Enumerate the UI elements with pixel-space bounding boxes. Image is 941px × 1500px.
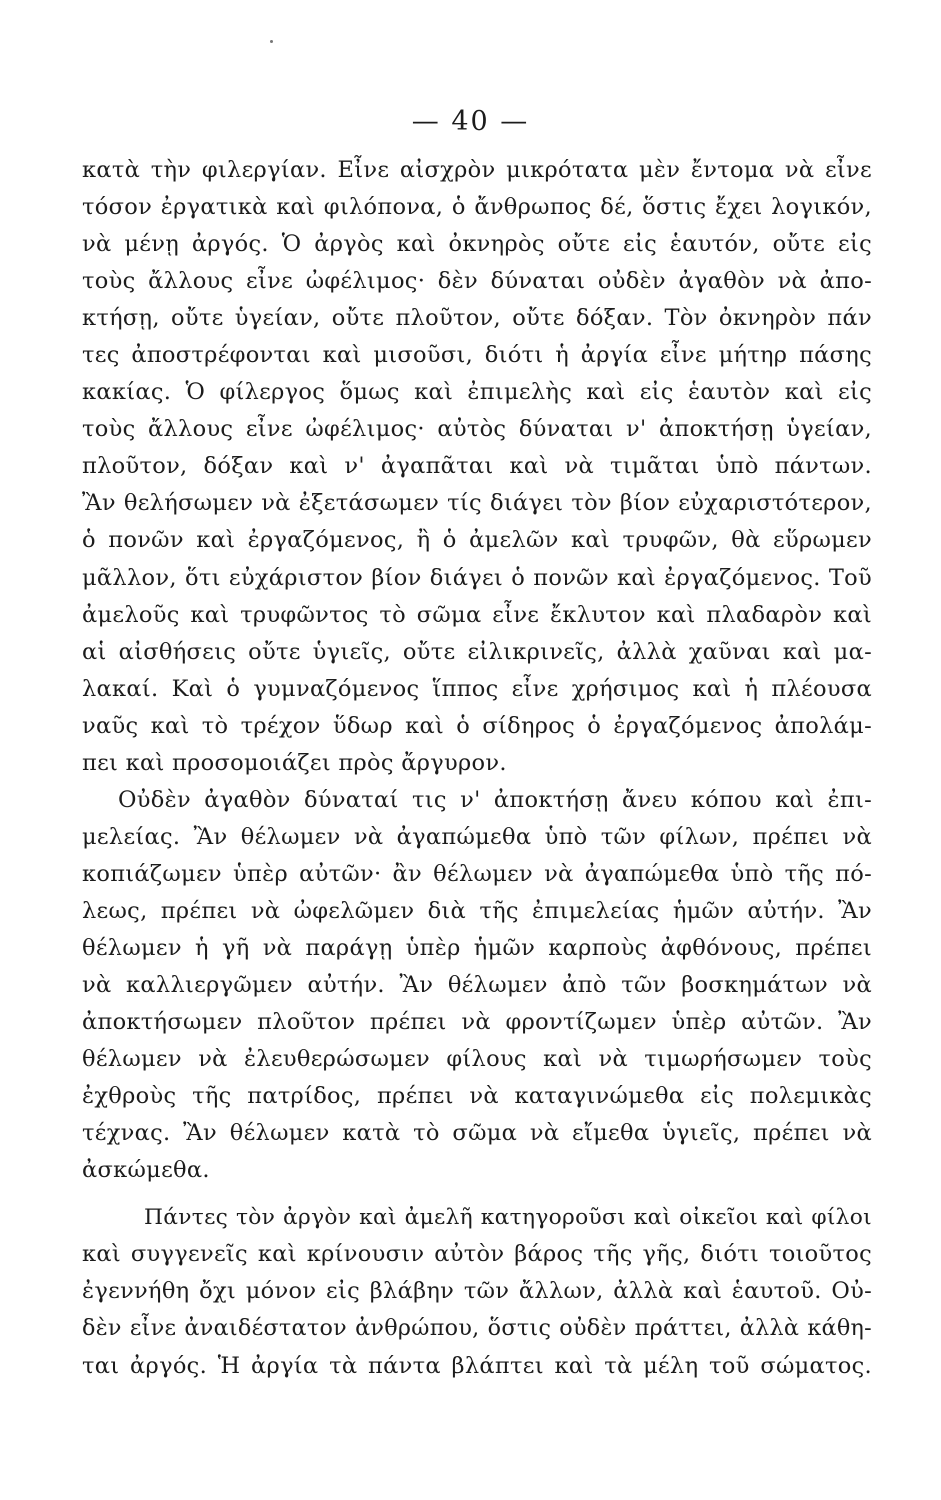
text-line: πλοῦτον, δόξαν καὶ ν' ἀγαπᾶται καὶ νὰ τιμᾶται ὑπὸ πάντων. xyxy=(82,453,872,480)
print-speck xyxy=(270,40,273,43)
text-line: πει καὶ προσομοιάζει πρὸς ἄργυρον. xyxy=(82,749,507,776)
body-text xyxy=(82,152,872,1385)
text-line: Ἂν θελήσωμεν νὰ ἐξετάσωμεν τίς διάγει τὸν βίον εὐχαριστότερον, xyxy=(82,490,872,517)
text-line: Πάντες τὸν ἀργὸν καὶ ἀμελῆ κατηγοροῦσι καὶ οἰκεῖοι καὶ φίλοι xyxy=(144,1205,872,1231)
text-line: ἀσκώμεθα. xyxy=(82,1157,210,1184)
text-line: κοπιάζωμεν ὑπὲρ αὐτῶν· ἂν θέλωμεν νὰ ἀγαπώμεθα ὑπὸ τῆς πό- xyxy=(82,860,872,887)
text-line: νὰ μένῃ ἀργός. Ὁ ἀργὸς καὶ ὀκνηρὸς οὔτε εἰς ἑαυτόν, οὔτε εἰς xyxy=(82,231,872,258)
text-line: Οὐδὲν ἀγαθὸν δύναταί τις ν' ἀποκτήσῃ ἄνευ κόπου καὶ ἐπι- xyxy=(118,786,872,813)
text-line: κατὰ τὴν φιλεργίαν. Εἶνε αἰσχρὸν μικρότατα μὲν ἔντομα νὰ εἶνε xyxy=(82,157,872,183)
paragraph xyxy=(82,782,872,1190)
text-line: αἱ αἰσθήσεις οὔτε ὑγιεῖς, οὔτε εἰλικρινεῖς, ἀλλὰ χαῦναι καὶ μα- xyxy=(82,638,872,665)
text-line: θέλωμεν νὰ ἐλευθερώσωμεν φίλους καὶ νὰ τιμωρήσωμεν τοὺς xyxy=(82,1046,872,1073)
page-number: — 40 — xyxy=(411,106,530,137)
text-line: τοὺς ἄλλους εἶνε ὠφέλιμος· δὲν δύναται οὐδὲν ἀγαθὸν νὰ ἀπο- xyxy=(82,268,872,295)
text-line: καὶ συγγενεῖς καὶ κρίνουσιν αὐτὸν βάρος τῆς γῆς, διότι τοιοῦτος xyxy=(82,1241,872,1268)
text-line: νὰ καλλιεργῶμεν αὐτήν. Ἂν θέλωμεν ἀπὸ τῶν βοσκημάτων νὰ xyxy=(82,972,872,999)
text-line: μελείας. Ἂν θέλωμεν νὰ ἀγαπώμεθα ὑπὸ τῶν φίλων, πρέπει νὰ xyxy=(82,823,872,850)
paragraph xyxy=(82,1199,872,1384)
text-line: ναῦς καὶ τὸ τρέχον ὕδωρ καὶ ὁ σίδηρος ὁ ἐργαζόμενος ἀπολάμ- xyxy=(82,712,872,739)
text-line: ἀποκτήσωμεν πλοῦτον πρέπει νὰ φροντίζωμεν ὑπὲρ αὐτῶν. Ἂν xyxy=(82,1009,872,1036)
text-line: λακαί. Καὶ ὁ γυμναζόμενος ἵππος εἶνε χρήσιμος καὶ ἡ πλέουσα xyxy=(82,675,872,702)
text-line: τέχνας. Ἂν θέλωμεν κατὰ τὸ σῶμα νὰ εἴμεθα ὑγιεῖς, πρέπει νὰ xyxy=(82,1120,872,1147)
paragraph-gap xyxy=(82,1189,872,1199)
text-line: τοὺς ἄλλους εἶνε ὠφέλιμος· αὐτὸς δύναται ν' ἀποκτήσῃ ὑγείαν, xyxy=(82,416,872,443)
text-line: ἐγεννήθη ὄχι μόνον εἰς βλάβην τῶν ἄλλων, ἀλλὰ καὶ ἑαυτοῦ. Οὐ- xyxy=(82,1278,872,1305)
text-line: τες ἀποστρέφονται καὶ μισοῦσι, διότι ἡ ἀργία εἶνε μήτηρ πάσης xyxy=(82,342,872,369)
text-line: κακίας. Ὁ φίλεργος ὅμως καὶ ἐπιμελὴς καὶ εἰς ἑαυτὸν καὶ εἰς xyxy=(82,379,872,406)
paragraph xyxy=(82,152,872,782)
text-line: λεως, πρέπει νὰ ὠφελῶμεν διὰ τῆς ἐπιμελείας ἡμῶν αὐτήν. Ἂν xyxy=(82,897,872,924)
text-line: τόσον ἐργατικὰ καὶ φιλόπονα, ὁ ἄνθρωπος δέ, ὅστις ἔχει λογικόν, xyxy=(82,194,872,221)
text-line: κτήσῃ, οὔτε ὑγείαν, οὔτε πλοῦτον, οὔτε δόξαν. Τὸν ὀκνηρὸν πάν xyxy=(82,305,872,332)
text-line: ται ἀργός. Ἡ ἀργία τὰ πάντα βλάπτει καὶ τὰ μέλη τοῦ σώματος. xyxy=(82,1352,872,1379)
text-line: θέλωμεν ἡ γῆ νὰ παράγῃ ὑπὲρ ἡμῶν καρποὺς ἀφθόνους, πρέπει xyxy=(82,934,872,961)
text-line: ἐχθροὺς τῆς πατρίδος, πρέπει νὰ καταγινώμεθα εἰς πολεμικὰς xyxy=(82,1083,872,1110)
text-line: μᾶλλον, ὅτι εὐχάριστον βίον διάγει ὁ πονῶν καὶ ἐργαζόμενος. Τοῦ xyxy=(82,564,872,591)
text-line: ὁ πονῶν καὶ ἐργαζόμενος, ἢ ὁ ἀμελῶν καὶ τρυφῶν, θὰ εὕρωμεν xyxy=(82,527,872,554)
text-line: δὲν εἶνε ἀναιδέστατον ἀνθρώπου, ὅστις οὐδὲν πράττει, ἀλλὰ κάθη- xyxy=(82,1315,872,1342)
text-line: ἀμελοῦς καὶ τρυφῶντος τὸ σῶμα εἶνε ἔκλυτον καὶ πλαδαρὸν καὶ xyxy=(82,601,872,628)
